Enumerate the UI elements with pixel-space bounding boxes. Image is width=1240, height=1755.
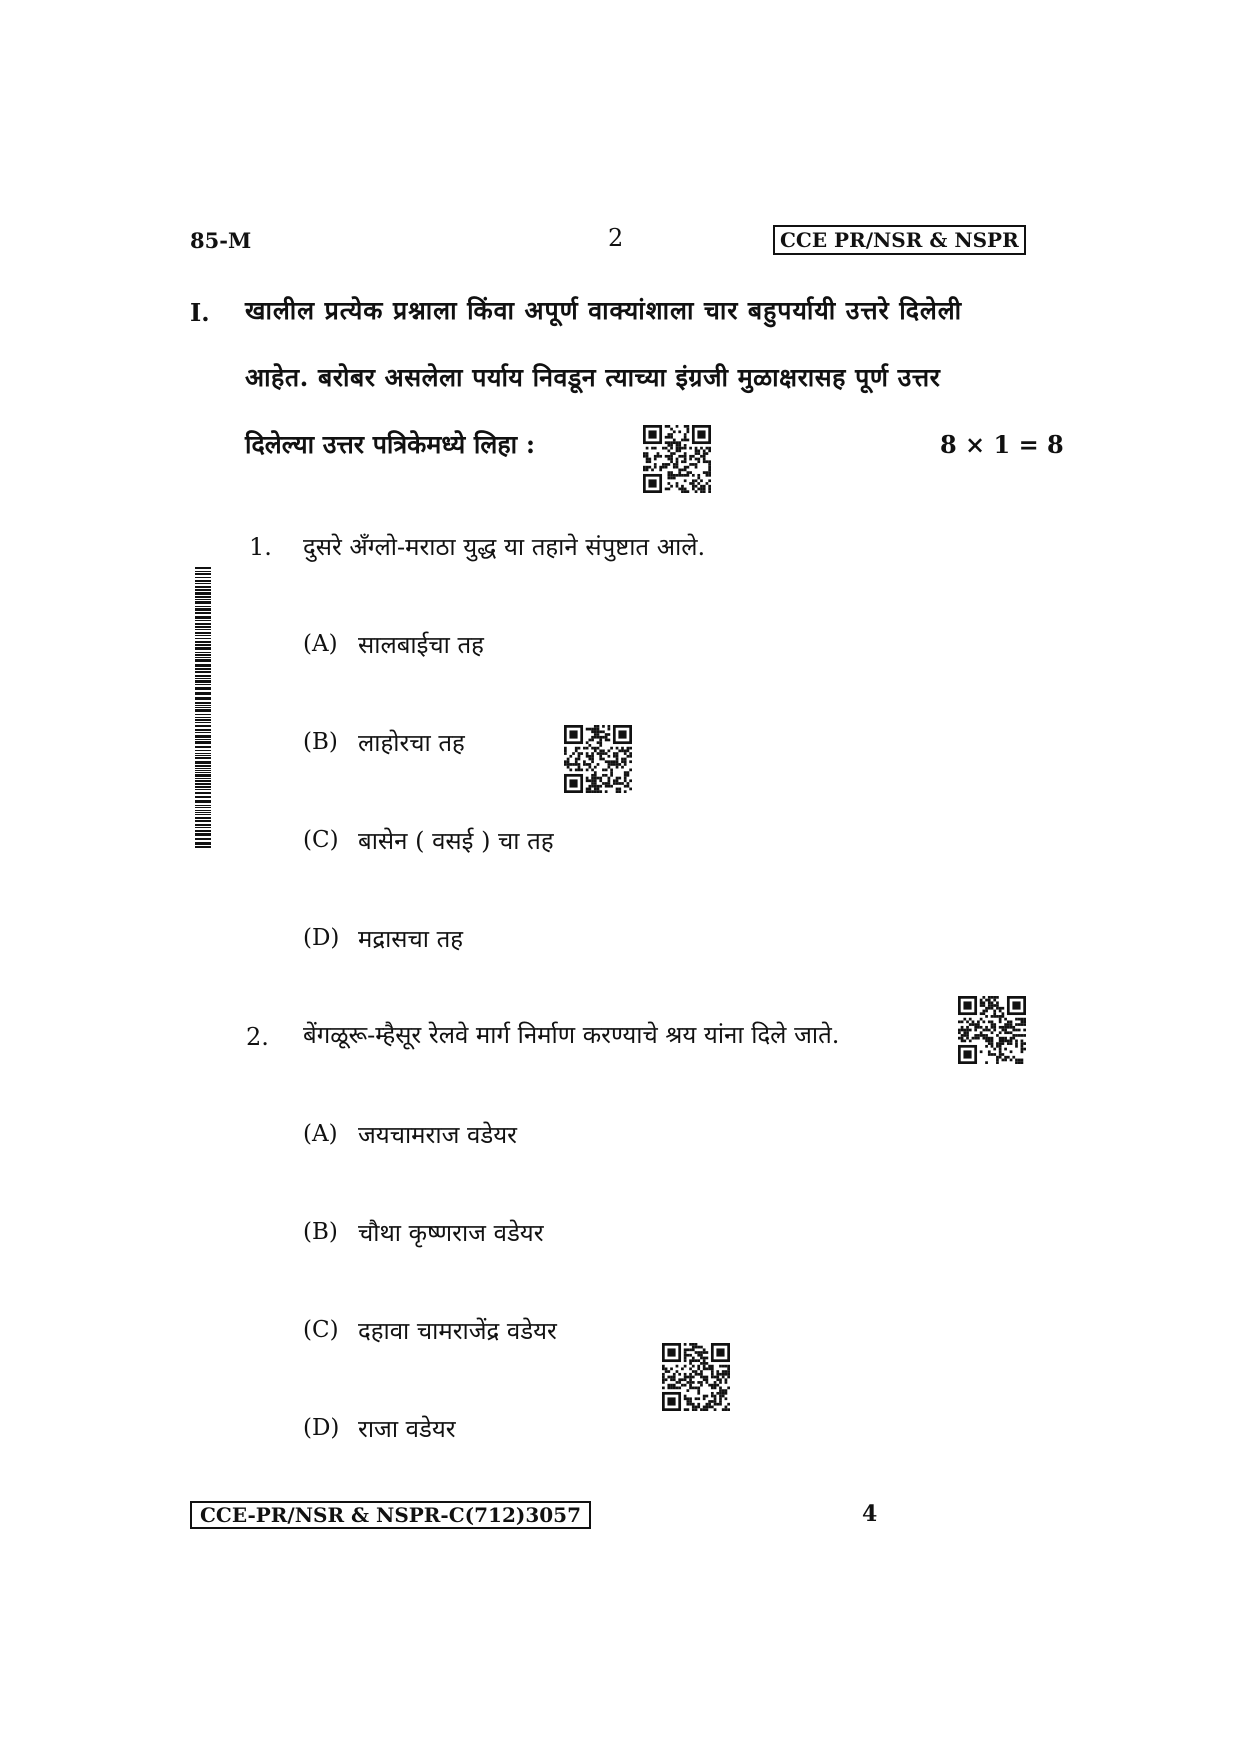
page-number: 2 [608,224,624,252]
instruction-line-2: आहेत. बरोबर असलेला पर्याय निवडून त्याच्या इंग्रजी मुळाक्षरासह पूर्ण उत्तर [245,363,941,392]
option-text: चौथा कृष्णराज वडेयर [358,1219,544,1247]
marks-allotment: 8 × 1 = 8 [940,430,1064,459]
instruction-line-1: खालील प्रत्येक प्रश्नाला किंवा अपूर्ण वाक्यांशाला चार बहुपर्यायी उत्तरे दिलेली [245,296,963,325]
option-letter: (A) [303,1121,338,1147]
instruction-line-3: दिलेल्या उत्तर पत्रिकेमध्ये लिहा : [245,430,536,459]
section-number: I. [190,298,210,327]
footer-page-number: 4 [862,1501,878,1527]
option-letter: (C) [303,827,339,853]
paper-code: 85-M [190,228,252,253]
qr-code-icon [958,996,1026,1064]
qr-code-icon [564,725,632,793]
qr-code-icon [662,1343,730,1411]
question-text: दुसरे अँग्लो-मराठा युद्ध या तहाने संपुष्टात आले. [303,533,706,561]
option-text: जयचामराज वडेयर [358,1121,517,1149]
option-text: लाहोरचा तह [358,729,465,757]
option-letter: (B) [303,729,338,755]
option-text: सालबाईचा तह [358,631,484,659]
barcode-icon [195,567,211,850]
option-letter: (D) [303,925,340,951]
option-letter: (D) [303,1415,340,1441]
option-text: दहावा चामराजेंद्र वडेयर [358,1317,557,1345]
exam-code-box: CCE PR/NSR & NSPR [773,225,1026,255]
qr-code-icon [643,425,711,493]
question-number: 2. [246,1023,269,1051]
footer-code-box: CCE-PR/NSR & NSPR-C(712)3057 [190,1501,591,1529]
option-letter: (C) [303,1317,339,1343]
question-text: बेंगळूरू-म्हैसूर रेलवे मार्ग निर्माण करण्याचे श्रय यांना दिले जाते. [303,1021,840,1049]
option-text: बासेन ( वसई ) चा तह [358,827,554,855]
question-number: 1. [249,533,272,561]
option-letter: (B) [303,1219,338,1245]
option-text: मद्रासचा तह [358,925,464,953]
option-letter: (A) [303,631,338,657]
option-text: राजा वडेयर [358,1415,456,1443]
